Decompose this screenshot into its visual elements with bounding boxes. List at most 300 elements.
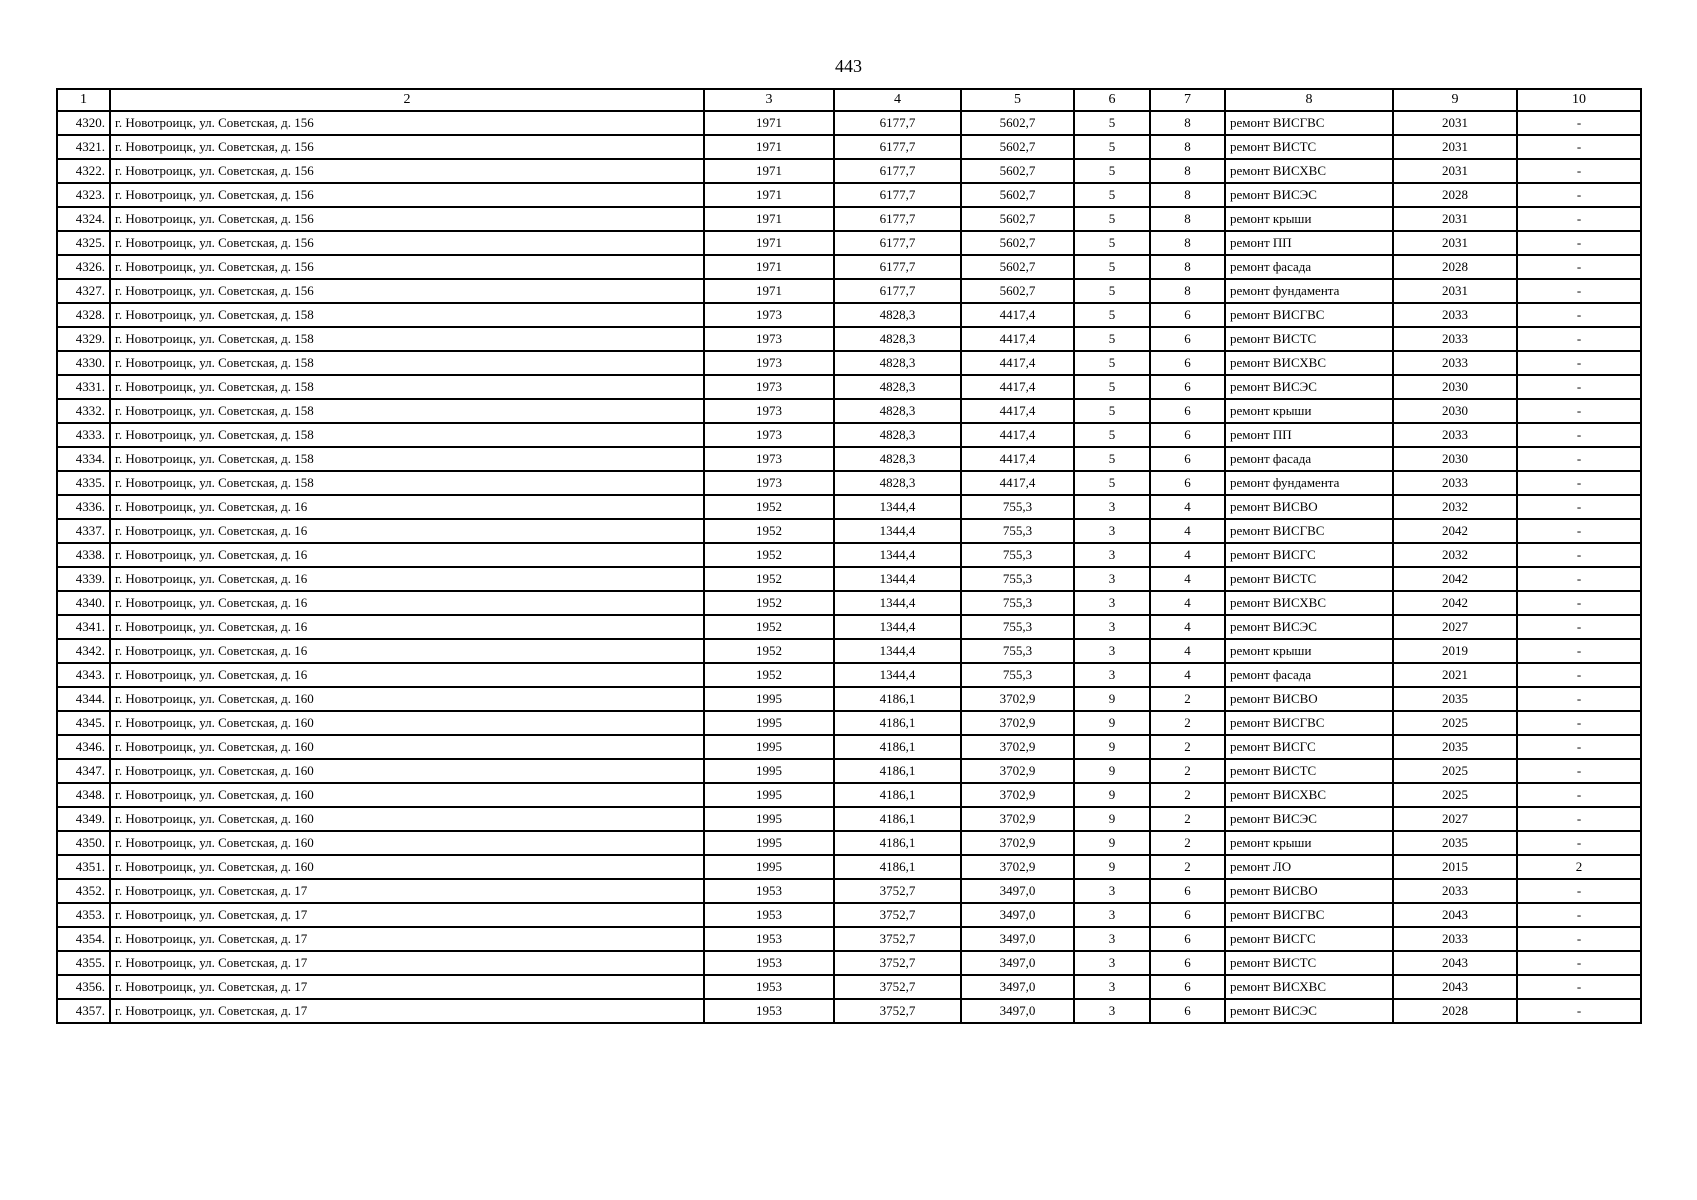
table-body: [57, 111, 1641, 1023]
cell-entrances: 8: [1150, 279, 1225, 303]
cell-living-area: 4417,4: [961, 375, 1074, 399]
cell-col-10: -: [1517, 423, 1641, 447]
cell-floors: 5: [1074, 327, 1150, 351]
cell-year-built: 1995: [704, 759, 834, 783]
cell-entrances: 4: [1150, 663, 1225, 687]
cell-year-built: 1971: [704, 183, 834, 207]
cell-work-type: ремонт ВИСХВС: [1225, 591, 1393, 615]
table-row: [57, 447, 1641, 471]
cell-col-10: -: [1517, 231, 1641, 255]
cell-total-area: 4828,3: [834, 471, 961, 495]
cell-planned-year: 2032: [1393, 495, 1517, 519]
cell-living-area: 3702,9: [961, 831, 1074, 855]
cell-planned-year: 2030: [1393, 375, 1517, 399]
cell-row-number: 4332.: [57, 399, 110, 423]
cell-floors: 5: [1074, 231, 1150, 255]
cell-floors: 3: [1074, 543, 1150, 567]
cell-living-area: 5602,7: [961, 255, 1074, 279]
cell-floors: 3: [1074, 495, 1150, 519]
cell-entrances: 8: [1150, 183, 1225, 207]
cell-total-area: 1344,4: [834, 567, 961, 591]
cell-planned-year: 2031: [1393, 207, 1517, 231]
cell-year-built: 1995: [704, 855, 834, 879]
cell-year-built: 1971: [704, 111, 834, 135]
cell-year-built: 1973: [704, 303, 834, 327]
cell-entrances: 4: [1150, 495, 1225, 519]
cell-col-10: -: [1517, 327, 1641, 351]
cell-planned-year: 2042: [1393, 591, 1517, 615]
cell-col-10: -: [1517, 735, 1641, 759]
cell-address: г. Новотроицк, ул. Советская, д. 160: [110, 855, 704, 879]
cell-col-10: -: [1517, 687, 1641, 711]
cell-entrances: 8: [1150, 111, 1225, 135]
cell-year-built: 1971: [704, 231, 834, 255]
cell-total-area: 6177,7: [834, 279, 961, 303]
cell-year-built: 1995: [704, 783, 834, 807]
cell-floors: 3: [1074, 519, 1150, 543]
cell-total-area: 4828,3: [834, 351, 961, 375]
cell-col-10: -: [1517, 447, 1641, 471]
cell-work-type: ремонт фундамента: [1225, 279, 1393, 303]
table-row: [57, 663, 1641, 687]
cell-living-area: 4417,4: [961, 471, 1074, 495]
table-row: [57, 471, 1641, 495]
cell-floors: 3: [1074, 663, 1150, 687]
table-row: [57, 735, 1641, 759]
cell-total-area: 4186,1: [834, 783, 961, 807]
cell-year-built: 1971: [704, 255, 834, 279]
cell-year-built: 1971: [704, 159, 834, 183]
cell-address: г. Новотроицк, ул. Советская, д. 160: [110, 807, 704, 831]
cell-work-type: ремонт ВИСЭС: [1225, 999, 1393, 1023]
cell-work-type: ремонт фундамента: [1225, 471, 1393, 495]
cell-address: г. Новотроицк, ул. Советская, д. 158: [110, 399, 704, 423]
header-cell-col-1: 1: [57, 89, 110, 111]
cell-row-number: 4355.: [57, 951, 110, 975]
cell-total-area: 3752,7: [834, 951, 961, 975]
cell-living-area: 3702,9: [961, 855, 1074, 879]
cell-address: г. Новотроицк, ул. Советская, д. 158: [110, 303, 704, 327]
cell-work-type: ремонт крыши: [1225, 639, 1393, 663]
cell-floors: 5: [1074, 447, 1150, 471]
cell-address: г. Новотроицк, ул. Советская, д. 160: [110, 783, 704, 807]
cell-total-area: 1344,4: [834, 663, 961, 687]
cell-entrances: 6: [1150, 351, 1225, 375]
cell-living-area: 3497,0: [961, 951, 1074, 975]
cell-col-10: -: [1517, 279, 1641, 303]
cell-planned-year: 2043: [1393, 951, 1517, 975]
cell-col-10: -: [1517, 471, 1641, 495]
cell-address: г. Новотроицк, ул. Советская, д. 156: [110, 279, 704, 303]
cell-work-type: ремонт ВИСГВС: [1225, 303, 1393, 327]
cell-total-area: 1344,4: [834, 543, 961, 567]
cell-entrances: 6: [1150, 447, 1225, 471]
cell-entrances: 2: [1150, 855, 1225, 879]
cell-total-area: 6177,7: [834, 255, 961, 279]
cell-entrances: 8: [1150, 231, 1225, 255]
cell-col-10: -: [1517, 591, 1641, 615]
table-row: [57, 903, 1641, 927]
cell-year-built: 1952: [704, 591, 834, 615]
cell-entrances: 6: [1150, 375, 1225, 399]
cell-living-area: 5602,7: [961, 279, 1074, 303]
cell-row-number: 4328.: [57, 303, 110, 327]
cell-col-10: -: [1517, 999, 1641, 1023]
cell-address: г. Новотроицк, ул. Советская, д. 16: [110, 663, 704, 687]
cell-address: г. Новотроицк, ул. Советская, д. 158: [110, 351, 704, 375]
cell-entrances: 6: [1150, 927, 1225, 951]
cell-living-area: 755,3: [961, 519, 1074, 543]
cell-total-area: 1344,4: [834, 519, 961, 543]
cell-address: г. Новотроицк, ул. Советская, д. 17: [110, 903, 704, 927]
cell-address: г. Новотроицк, ул. Советская, д. 156: [110, 231, 704, 255]
cell-work-type: ремонт ВИСТС: [1225, 135, 1393, 159]
cell-floors: 3: [1074, 999, 1150, 1023]
cell-address: г. Новотроицк, ул. Советская, д. 156: [110, 207, 704, 231]
cell-address: г. Новотроицк, ул. Советская, д. 160: [110, 831, 704, 855]
cell-living-area: 755,3: [961, 639, 1074, 663]
cell-row-number: 4349.: [57, 807, 110, 831]
cell-total-area: 3752,7: [834, 927, 961, 951]
cell-living-area: 755,3: [961, 615, 1074, 639]
cell-total-area: 1344,4: [834, 495, 961, 519]
cell-address: г. Новотроицк, ул. Советская, д. 160: [110, 759, 704, 783]
cell-floors: 9: [1074, 759, 1150, 783]
cell-row-number: 4333.: [57, 423, 110, 447]
cell-row-number: 4345.: [57, 711, 110, 735]
cell-row-number: 4322.: [57, 159, 110, 183]
cell-planned-year: 2027: [1393, 807, 1517, 831]
cell-year-built: 1952: [704, 495, 834, 519]
cell-planned-year: 2031: [1393, 231, 1517, 255]
cell-row-number: 4334.: [57, 447, 110, 471]
table-row: [57, 423, 1641, 447]
cell-col-10: -: [1517, 975, 1641, 999]
cell-floors: 5: [1074, 135, 1150, 159]
table-row: [57, 975, 1641, 999]
cell-year-built: 1973: [704, 351, 834, 375]
cell-total-area: 6177,7: [834, 207, 961, 231]
cell-entrances: 2: [1150, 711, 1225, 735]
cell-floors: 5: [1074, 111, 1150, 135]
table-row: [57, 759, 1641, 783]
cell-year-built: 1971: [704, 207, 834, 231]
table-row: [57, 303, 1641, 327]
cell-living-area: 4417,4: [961, 447, 1074, 471]
cell-work-type: ремонт ВИСГВС: [1225, 111, 1393, 135]
table-row: [57, 783, 1641, 807]
cell-total-area: 4828,3: [834, 375, 961, 399]
cell-col-10: -: [1517, 759, 1641, 783]
cell-address: г. Новотроицк, ул. Советская, д. 16: [110, 543, 704, 567]
cell-address: г. Новотроицк, ул. Советская, д. 17: [110, 927, 704, 951]
cell-entrances: 2: [1150, 735, 1225, 759]
cell-planned-year: 2028: [1393, 999, 1517, 1023]
cell-work-type: ремонт ВИСХВС: [1225, 351, 1393, 375]
cell-work-type: ремонт ВИСХВС: [1225, 159, 1393, 183]
cell-living-area: 5602,7: [961, 207, 1074, 231]
cell-work-type: ремонт ВИСВО: [1225, 687, 1393, 711]
cell-col-10: -: [1517, 567, 1641, 591]
cell-planned-year: 2027: [1393, 615, 1517, 639]
table-row: [57, 879, 1641, 903]
cell-address: г. Новотроицк, ул. Советская, д. 160: [110, 711, 704, 735]
cell-entrances: 8: [1150, 255, 1225, 279]
cell-total-area: 4828,3: [834, 303, 961, 327]
cell-address: г. Новотроицк, ул. Советская, д. 16: [110, 615, 704, 639]
cell-entrances: 6: [1150, 423, 1225, 447]
cell-floors: 5: [1074, 303, 1150, 327]
cell-living-area: 755,3: [961, 663, 1074, 687]
cell-col-10: -: [1517, 639, 1641, 663]
cell-row-number: 4339.: [57, 567, 110, 591]
cell-planned-year: 2030: [1393, 447, 1517, 471]
cell-work-type: ремонт ВИСХВС: [1225, 975, 1393, 999]
cell-year-built: 1973: [704, 399, 834, 423]
cell-work-type: ремонт фасада: [1225, 663, 1393, 687]
cell-entrances: 8: [1150, 159, 1225, 183]
cell-total-area: 4186,1: [834, 831, 961, 855]
page-number: 443: [835, 56, 862, 76]
cell-living-area: 4417,4: [961, 423, 1074, 447]
cell-floors: 5: [1074, 351, 1150, 375]
cell-work-type: ремонт ПП: [1225, 423, 1393, 447]
cell-address: г. Новотроицк, ул. Советская, д. 17: [110, 999, 704, 1023]
cell-total-area: 6177,7: [834, 135, 961, 159]
cell-address: г. Новотроицк, ул. Советская, д. 158: [110, 423, 704, 447]
cell-work-type: ремонт ВИСТС: [1225, 567, 1393, 591]
cell-entrances: 6: [1150, 399, 1225, 423]
cell-living-area: 3497,0: [961, 975, 1074, 999]
cell-total-area: 4186,1: [834, 855, 961, 879]
cell-living-area: 3497,0: [961, 999, 1074, 1023]
cell-entrances: 2: [1150, 807, 1225, 831]
cell-row-number: 4348.: [57, 783, 110, 807]
cell-planned-year: 2025: [1393, 783, 1517, 807]
cell-entrances: 6: [1150, 471, 1225, 495]
cell-row-number: 4329.: [57, 327, 110, 351]
header-cell-col-2: 2: [110, 89, 704, 111]
cell-col-10: -: [1517, 615, 1641, 639]
table-row: [57, 279, 1641, 303]
cell-work-type: ремонт ВИСГВС: [1225, 519, 1393, 543]
cell-row-number: 4335.: [57, 471, 110, 495]
table-row: [57, 927, 1641, 951]
cell-living-area: 4417,4: [961, 351, 1074, 375]
cell-entrances: 4: [1150, 567, 1225, 591]
table-row: [57, 351, 1641, 375]
cell-address: г. Новотроицк, ул. Советская, д. 16: [110, 639, 704, 663]
cell-planned-year: 2028: [1393, 255, 1517, 279]
cell-address: г. Новотроицк, ул. Советская, д. 158: [110, 471, 704, 495]
cell-work-type: ремонт ВИСГС: [1225, 543, 1393, 567]
cell-total-area: 6177,7: [834, 231, 961, 255]
cell-living-area: 5602,7: [961, 111, 1074, 135]
table-row: [57, 543, 1641, 567]
cell-col-10: -: [1517, 831, 1641, 855]
cell-planned-year: 2035: [1393, 735, 1517, 759]
cell-row-number: 4346.: [57, 735, 110, 759]
table-row: [57, 639, 1641, 663]
cell-row-number: 4324.: [57, 207, 110, 231]
cell-entrances: 6: [1150, 327, 1225, 351]
cell-row-number: 4327.: [57, 279, 110, 303]
cell-floors: 3: [1074, 975, 1150, 999]
table-row: [57, 999, 1641, 1023]
cell-col-10: -: [1517, 303, 1641, 327]
cell-planned-year: 2033: [1393, 351, 1517, 375]
cell-floors: 3: [1074, 639, 1150, 663]
cell-floors: 5: [1074, 279, 1150, 303]
cell-total-area: 1344,4: [834, 615, 961, 639]
cell-living-area: 5602,7: [961, 231, 1074, 255]
cell-floors: 5: [1074, 423, 1150, 447]
cell-planned-year: 2028: [1393, 183, 1517, 207]
cell-year-built: 1953: [704, 951, 834, 975]
cell-entrances: 4: [1150, 519, 1225, 543]
cell-year-built: 1973: [704, 471, 834, 495]
cell-row-number: 4320.: [57, 111, 110, 135]
cell-address: г. Новотроицк, ул. Советская, д. 16: [110, 567, 704, 591]
cell-year-built: 1953: [704, 879, 834, 903]
cell-row-number: 4331.: [57, 375, 110, 399]
cell-work-type: ремонт ЛО: [1225, 855, 1393, 879]
cell-planned-year: 2030: [1393, 399, 1517, 423]
cell-col-10: -: [1517, 927, 1641, 951]
cell-floors: 3: [1074, 879, 1150, 903]
cell-total-area: 4828,3: [834, 327, 961, 351]
cell-address: г. Новотроицк, ул. Советская, д. 156: [110, 183, 704, 207]
cell-year-built: 1952: [704, 615, 834, 639]
cell-total-area: 4186,1: [834, 687, 961, 711]
header-cell-col-4: 4: [834, 89, 961, 111]
cell-total-area: 4828,3: [834, 399, 961, 423]
table-row: [57, 183, 1641, 207]
cell-living-area: 3702,9: [961, 735, 1074, 759]
cell-col-10: -: [1517, 375, 1641, 399]
cell-work-type: ремонт ВИСТС: [1225, 327, 1393, 351]
cell-address: г. Новотроицк, ул. Советская, д. 17: [110, 975, 704, 999]
cell-planned-year: 2025: [1393, 711, 1517, 735]
cell-living-area: 3702,9: [961, 783, 1074, 807]
cell-entrances: 8: [1150, 135, 1225, 159]
table-row: [57, 327, 1641, 351]
cell-planned-year: 2035: [1393, 831, 1517, 855]
cell-living-area: 5602,7: [961, 135, 1074, 159]
cell-total-area: 6177,7: [834, 183, 961, 207]
cell-address: г. Новотроицк, ул. Советская, д. 158: [110, 447, 704, 471]
cell-year-built: 1995: [704, 831, 834, 855]
cell-planned-year: 2033: [1393, 423, 1517, 447]
cell-col-10: -: [1517, 183, 1641, 207]
cell-row-number: 4338.: [57, 543, 110, 567]
cell-col-10: -: [1517, 207, 1641, 231]
cell-col-10: -: [1517, 543, 1641, 567]
cell-floors: 5: [1074, 375, 1150, 399]
header-cell-col-5: 5: [961, 89, 1074, 111]
table-row: [57, 231, 1641, 255]
table-row: [57, 519, 1641, 543]
cell-floors: 9: [1074, 783, 1150, 807]
cell-planned-year: 2031: [1393, 135, 1517, 159]
cell-row-number: 4352.: [57, 879, 110, 903]
cell-entrances: 2: [1150, 687, 1225, 711]
table-row: [57, 591, 1641, 615]
cell-year-built: 1953: [704, 903, 834, 927]
table-row: [57, 159, 1641, 183]
cell-total-area: 4186,1: [834, 807, 961, 831]
cell-col-10: -: [1517, 903, 1641, 927]
header-row: [57, 89, 1641, 111]
cell-planned-year: 2033: [1393, 327, 1517, 351]
cell-year-built: 1953: [704, 975, 834, 999]
cell-address: г. Новотроицк, ул. Советская, д. 156: [110, 159, 704, 183]
cell-planned-year: 2031: [1393, 111, 1517, 135]
cell-total-area: 3752,7: [834, 903, 961, 927]
cell-planned-year: 2025: [1393, 759, 1517, 783]
cell-row-number: 4353.: [57, 903, 110, 927]
cell-living-area: 3702,9: [961, 807, 1074, 831]
cell-address: г. Новотроицк, ул. Советская, д. 160: [110, 735, 704, 759]
cell-row-number: 4336.: [57, 495, 110, 519]
cell-col-10: -: [1517, 351, 1641, 375]
table-row: [57, 495, 1641, 519]
cell-floors: 5: [1074, 183, 1150, 207]
table-row: [57, 399, 1641, 423]
header-cell-col-3: 3: [704, 89, 834, 111]
cell-year-built: 1952: [704, 567, 834, 591]
cell-planned-year: 2021: [1393, 663, 1517, 687]
cell-floors: 9: [1074, 711, 1150, 735]
table-row: [57, 255, 1641, 279]
table-row: [57, 375, 1641, 399]
cell-address: г. Новотроицк, ул. Советская, д. 158: [110, 375, 704, 399]
cell-work-type: ремонт ВИСТС: [1225, 759, 1393, 783]
table-row: [57, 111, 1641, 135]
cell-entrances: 6: [1150, 999, 1225, 1023]
cell-entrances: 4: [1150, 615, 1225, 639]
table-row: [57, 135, 1641, 159]
cell-address: г. Новотроицк, ул. Советская, д. 160: [110, 687, 704, 711]
cell-work-type: ремонт ВИСГС: [1225, 927, 1393, 951]
cell-year-built: 1973: [704, 447, 834, 471]
cell-floors: 3: [1074, 591, 1150, 615]
cell-entrances: 6: [1150, 975, 1225, 999]
cell-total-area: 3752,7: [834, 975, 961, 999]
cell-year-built: 1952: [704, 543, 834, 567]
cell-row-number: 4326.: [57, 255, 110, 279]
cell-col-10: -: [1517, 159, 1641, 183]
header-cell-col-8: 8: [1225, 89, 1393, 111]
cell-entrances: 2: [1150, 831, 1225, 855]
cell-year-built: 1971: [704, 135, 834, 159]
table-row: [57, 831, 1641, 855]
cell-address: г. Новотроицк, ул. Советская, д. 16: [110, 519, 704, 543]
cell-floors: 3: [1074, 567, 1150, 591]
cell-col-10: -: [1517, 135, 1641, 159]
cell-col-10: -: [1517, 951, 1641, 975]
cell-col-10: -: [1517, 879, 1641, 903]
cell-living-area: 755,3: [961, 567, 1074, 591]
cell-year-built: 1971: [704, 279, 834, 303]
cell-row-number: 4354.: [57, 927, 110, 951]
register-table: [56, 88, 1642, 1024]
cell-entrances: 4: [1150, 639, 1225, 663]
cell-planned-year: 2033: [1393, 927, 1517, 951]
cell-row-number: 4347.: [57, 759, 110, 783]
cell-floors: 9: [1074, 687, 1150, 711]
cell-total-area: 4828,3: [834, 423, 961, 447]
